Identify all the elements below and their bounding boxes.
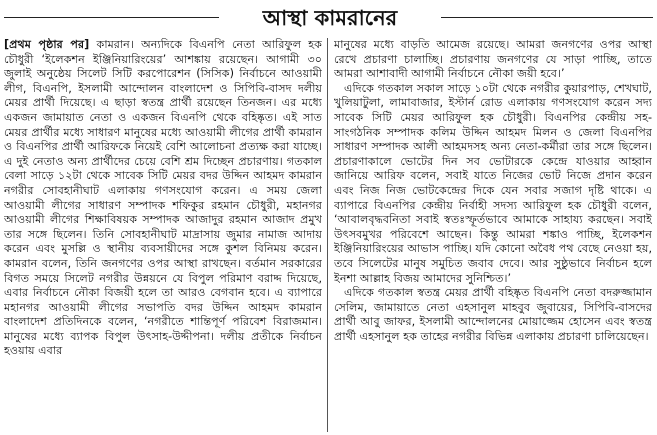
headline-rule-left — [4, 17, 219, 18]
paragraph — [4, 38, 322, 359]
paragraph: মানুষের মধ্যে বাড়তি আমেজ রয়েছে। আমরা জনগণের ওপর আস্থা রেখে প্রচারণা চালাচ্ছি। প্রচারণায় জনগণের যে সাড়া পাচ্ছি, তাতে আমরা আশাবাদী আগামী নির্বাচনে নৌকা জয়ী হবে।’ — [334, 38, 652, 81]
paragraph: এদিকে গতকাল স্বতন্ত্র মেয়র প্রার্থী বহিষ্কৃত বিএনপি নেতা বদরুজ্জামান সেলিম, জামায়াতে নেতা এহসানুল মাহবুব জুবায়ের, সিপিবি-বাসদের প্রার্থী আবু জাফর, ইসলামী আন্দোলনের মোয়াজ্জেম হোসেন এবং স্বতন্ত্র প্রার্থী এহসানুল হক তাহের নগরীর বিভিন্ন এলাকায় প্রচারণা চালিয়েছেন। — [334, 286, 652, 343]
continued-from-label: [প্রথম পৃষ্ঠার পর] — [4, 38, 90, 51]
article-headline: আস্থা কামরানের — [262, 6, 398, 30]
headline-rule-right — [441, 17, 653, 18]
article-column-right — [334, 38, 652, 435]
article-column-left — [4, 38, 322, 435]
paragraph-text: কামরান। অন্যদিকে বিএনপি নেতা আরিফুল হক চৌধুরী ‘ইলেকশন ইঞ্জিনিয়ারিংয়ের’ আশঙ্কায় রয়েছেন। আগামী ৩০ জুলাই অনুষ্ঠেয় সিলেট সিটি করপোরেশন (সিসিক) নির্বাচনে আওয়ামী লীগ, বিএনপি, ইসলামী আন্দোলন বাংলাদেশ ও সিপিবি-বাসদ দলীয় মেয়র প্রার্থী দিয়েছে। এ ছাড়া স্বতন্ত্র প্রার্থী রয়েছেন তিনজন। এর মধ্যে একজন জামায়াত নেতা ও একজন বিএনপি থেকে বহিষ্কৃত। এই সাত মেয়র প্রার্থীর মধ্যে সাধারণ মানুষের মধ্যে আওয়ামী লীগের প্রার্থী কামরান ও বিএনপির প্রার্থী আরিফকে নিয়েই বেশি আলোচনা প্রত্যক্ষ করা যাচ্ছে। এ দুই নেতাও অন্য প্রার্থীদের চেয়ে বেশি শ্রম দিচ্ছেন প্রচারণায়। গতকাল বেলা সাড়ে ১২টা থেকে সাবেক সিটি মেয়র বদর উদ্দিন আহমদ কামরান নগরীর সোবহানীঘাট এলাকায় গণসংযোগ করেন। এ সময় জেলা আওয়ামী লীগের সাধারণ সম্পাদক শফিকুর রহমান চৌধুরী, মহানগর আওয়ামী লীগের শিক্ষাবিষয়ক সম্পাদক আজাদুর রহমান আজাদ প্রমুখ তার সঙ্গে ছিলেন। তিনি সোবহানীঘাট মাদ্রাসায় জুমার নামাজ আদায় করেন এবং মুসল্লি ও স্থানীয় ব্যবসায়ীদের সঙ্গে কুশল বিনিময় করেন। কামরান বলেন, তিনি জনগণের ওপর আস্থা রাখছেন। বর্তমান সরকারের বিগত সময়ে সিলেট নগরীর উন্নয়নে যে বিপুল পরিমাণ বরাদ্দ দিয়েছে, এবার নির্বাচনে নৌকা বিজয়ী হলে তা আরও বেগবান হবে। এ ব্যাপারে মহানগর আওয়ামী লীগের সভাপতি বদর উদ্দিন আহমদ কামরান বাংলাদেশ প্রতিদিনকে বলেন, ‘নগরীতে শান্তিপূর্ণ পরিবেশ বিরাজমান। মানুষের মধ্যে ব্যাপক বিপুল উৎসাহ-উদ্দীপনা। দলীয় প্রতীকে নির্বাচন হওয়ায় এবার — [4, 38, 322, 358]
column-divider — [327, 38, 328, 432]
headline-bar — [0, 0, 657, 36]
paragraph: এদিকে গতকাল সকাল সাড়ে ১০টা থেকে নগরীর কুয়ারপাড়, শেখঘাট, খুলিয়াটুলা, লামাবাজার, ইস্টার্ন রোড এলাকায় গণসংযোগ করেন সদ্য সাবেক সিটি মেয়র আরিফুল হক চৌধুরী। বিএনপির কেন্দ্রীয় সহ-সাংগঠনিক সম্পাদক কলিম উদ্দিন আহমদ মিলন ও জেলা বিএনপির সাধারণ সম্পাদক আলী আহমদসহ অন্য নেতা-কর্মীরা তার সঙ্গে ছিলেন। প্রচারণাকালে ভোটের দিন সব ভোটারকে কেন্দ্রে যাওয়ার আহ্বান জানিয়ে আরিফ বলেন, সবাই যাতে নিজের ভোট নিজে প্রদান করেন এবং নিজ নিজ ভোটকেন্দ্রের দিকে যেন সবার সজাগ দৃষ্টি থাকে। এ ব্যাপারে বিএনপির কেন্দ্রীয় নির্বাহী সদস্য আরিফুল হক চৌধুরী বলেন, ‘আবালবৃদ্ধবনিতা সবাই স্বতঃস্ফূর্তভাবে আমাকে সাহায্য করছেন। সবাই উৎসবমুখর পরিবেশে আছেন। কিন্তু আমরা শঙ্কাও পাচ্ছি, ইলেকশন ইঞ্জিনিয়ারিংয়ের আভাস পাচ্ছি। যদি কোনো অবৈধ পথ বেছে নেওয়া হয়, তবে সিলেটের মানুষ সমুচিত জবাব দেবে। আর সুষ্ঠুভাবে নির্বাচন হলে ইনশা আল্লাহ বিজয় আমাদের সুনিশ্চিত।’ — [334, 81, 652, 285]
